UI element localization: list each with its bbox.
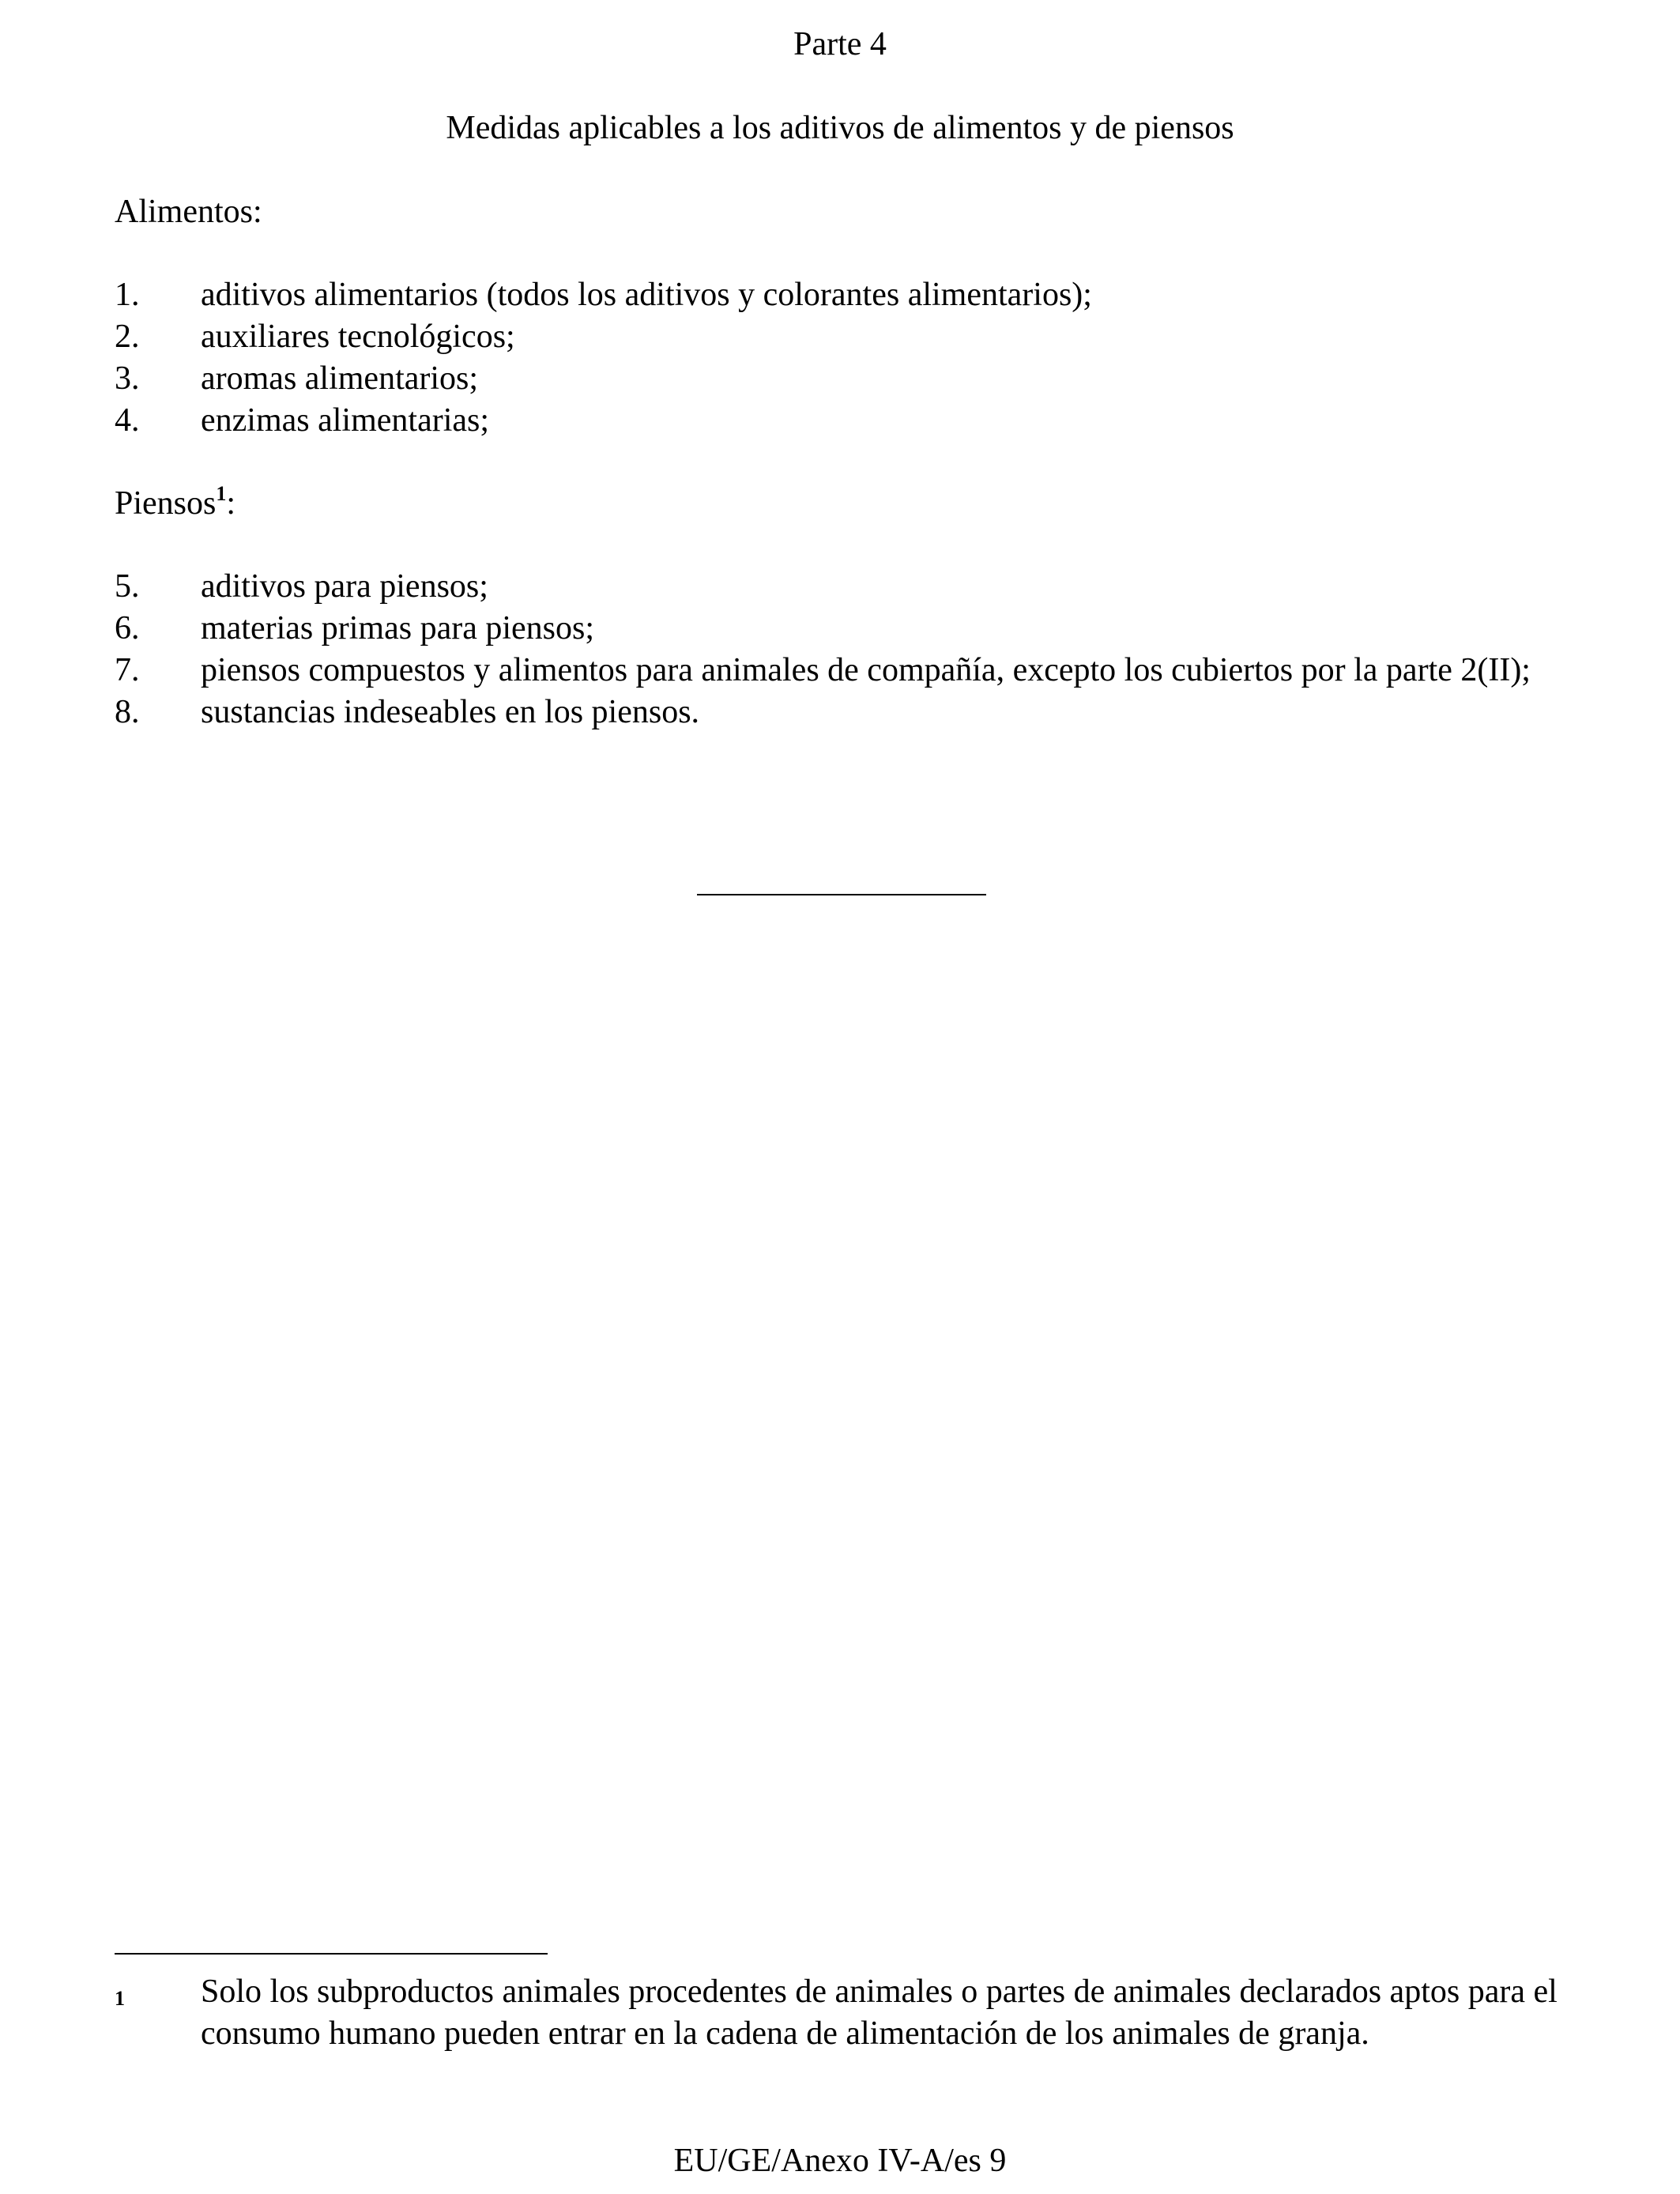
item-text: enzimas alimentarias; [201,402,490,439]
list-item [115,274,1569,316]
feeds-list [115,566,1569,733]
item-number: 2. [115,319,140,355]
footnote-mark: 1 [115,1987,125,2010]
list-item [115,358,1569,400]
item-number: 7. [115,652,140,688]
item-text: aditivos alimentarios (todos los aditivos y colorantes alimentarios); [201,277,1092,313]
item-number: 8. [115,694,140,730]
footnote-separator [115,1953,548,1955]
list-item [115,316,1569,358]
item-number: 1. [115,277,140,313]
list-item [115,566,1569,608]
item-number: 3. [115,360,140,397]
item-text: piensos compuestos y alimentos para animales de compañía, excepto los cubiertos por la parte 2(II); [201,652,1531,688]
section-label-foods: Alimentos: [115,194,262,230]
item-text: sustancias indeseables en los piensos. [201,694,700,730]
section-label-feeds [115,483,235,525]
list-item [115,692,1569,733]
list-item [115,650,1569,692]
part-title: Parte 4 [793,26,887,62]
list-item [115,400,1569,442]
footnote-text: Solo los subproductos animales procedentes de animales o partes de animales declarados aptos para el consumo humano pueden entrar en la cadena de alimentación de los animales de granja. [201,1973,1558,2052]
list-item [115,608,1569,650]
part-subtitle: Medidas aplicables a los aditivos de alimentos y de piensos [446,110,1234,146]
end-of-annex-divider [697,894,986,895]
item-text: aditivos para piensos; [201,568,488,605]
section-label-feeds-colon: : [226,485,236,522]
section-label-feeds-text: Piensos [115,485,217,522]
item-text: materias primas para piensos; [201,610,595,647]
item-number: 6. [115,610,140,647]
footnote [115,1971,1569,2055]
footnote-reference[interactable]: 1 [216,482,227,505]
item-text: auxiliares tecnológicos; [201,319,515,355]
page-reference: EU/GE/Anexo IV-A/es 9 [673,2143,1007,2179]
foods-list [115,274,1569,442]
item-number: 4. [115,402,140,439]
item-number: 5. [115,568,140,605]
item-text: aromas alimentarios; [201,360,479,397]
